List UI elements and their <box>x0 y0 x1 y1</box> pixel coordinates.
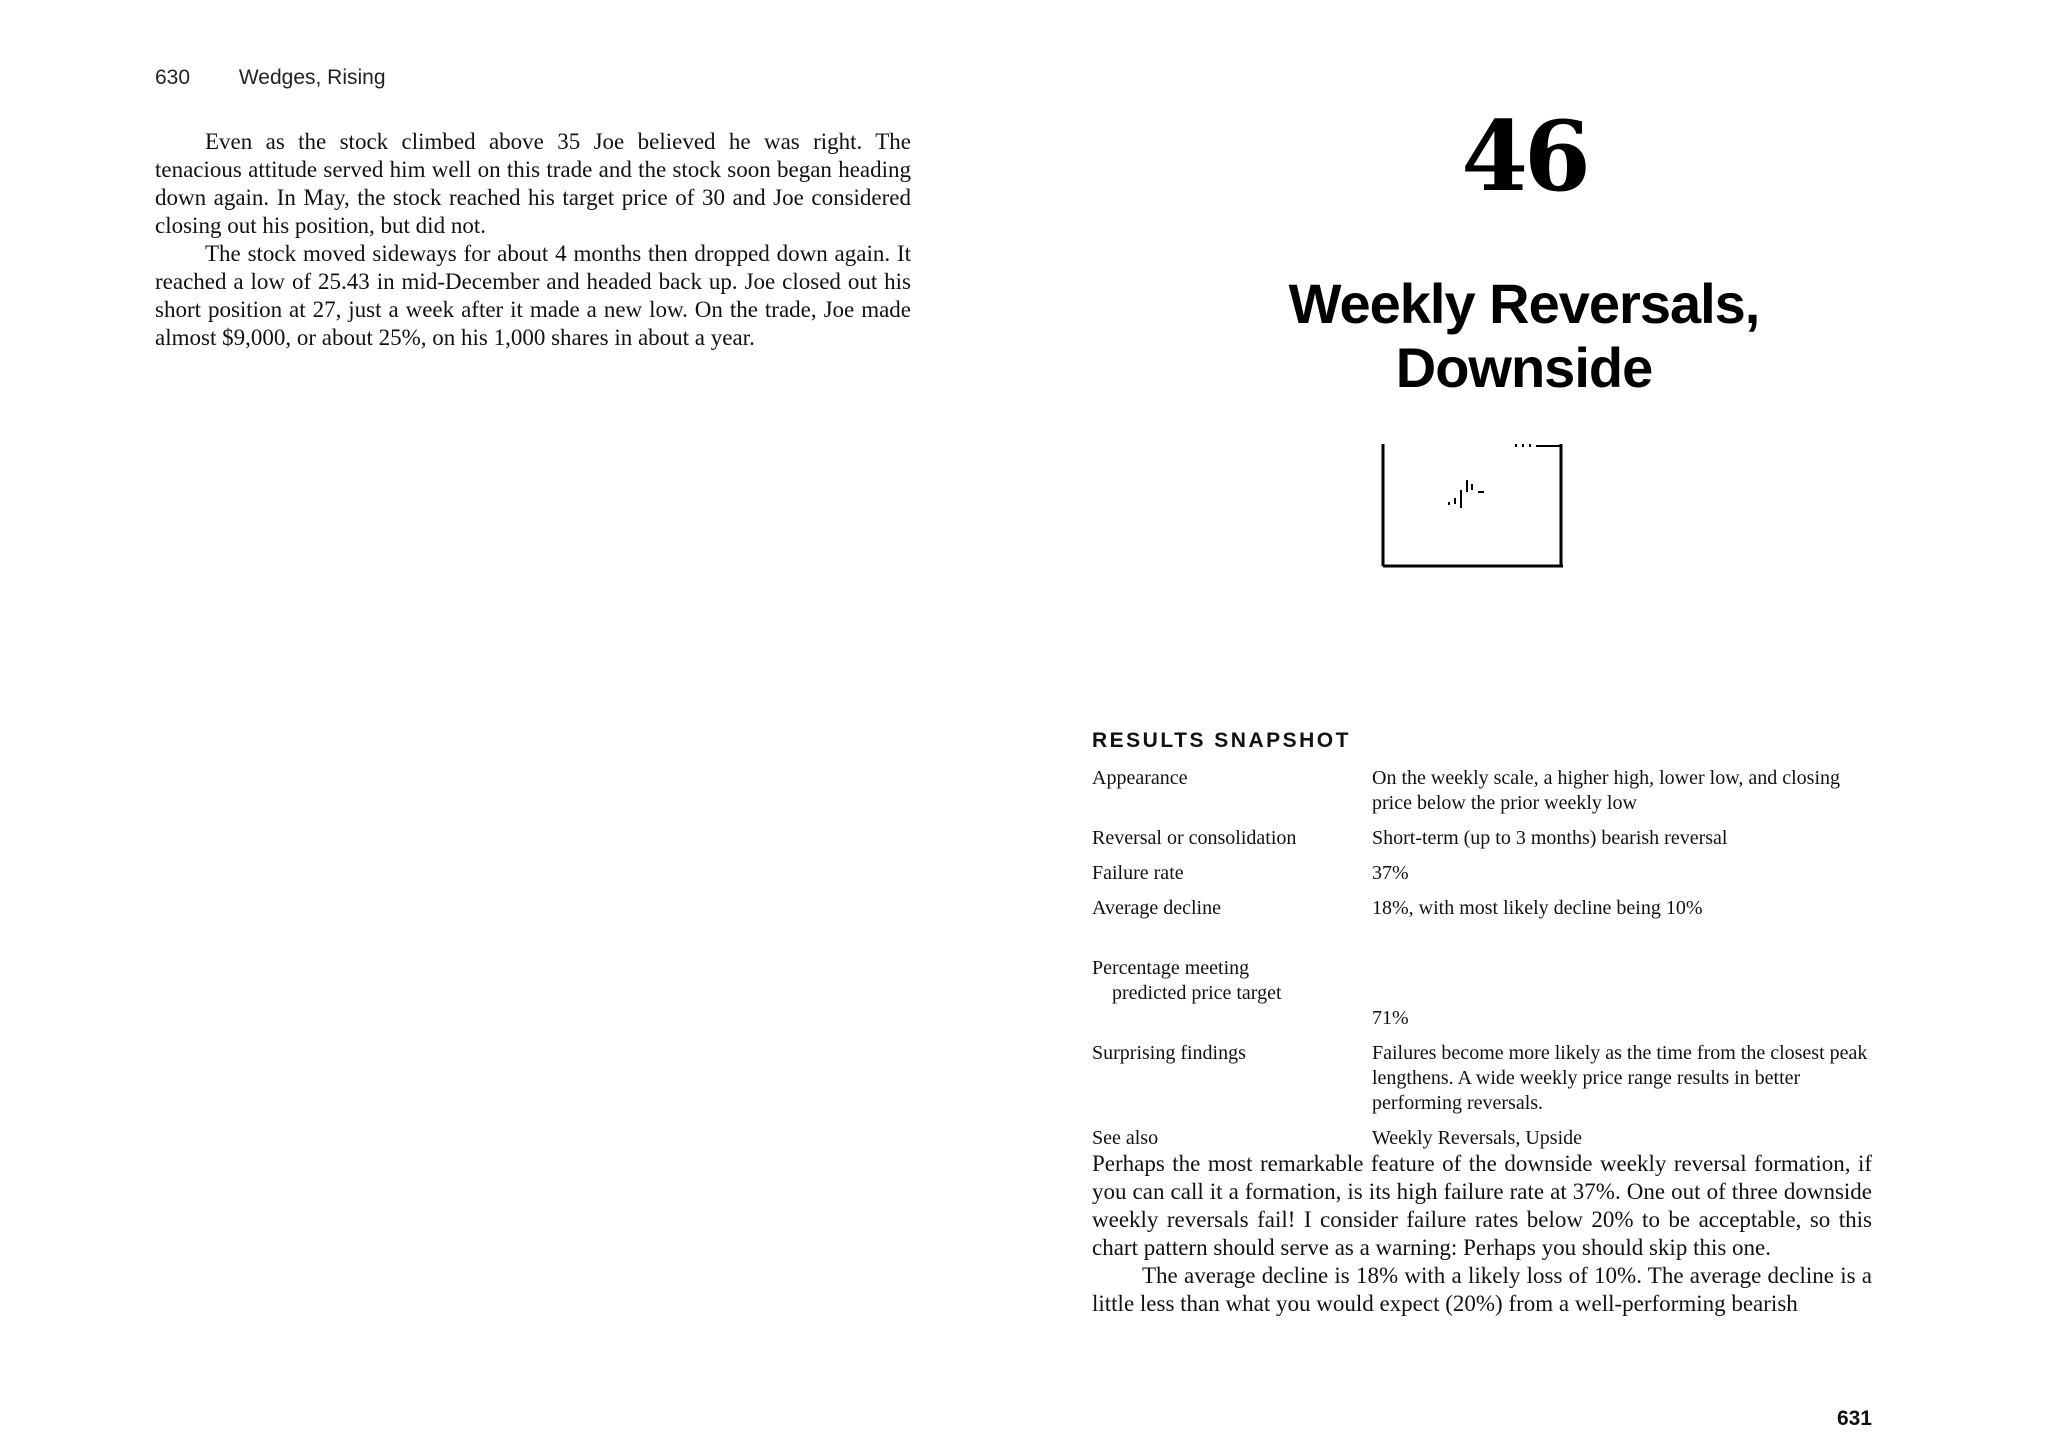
page-number-right: 631 <box>1836 1407 1872 1430</box>
right-page <box>1024 0 2048 1448</box>
right-body-text <box>1092 1150 1872 1318</box>
running-head <box>155 66 386 90</box>
snapshot-label-line2: predicted price target <box>1112 982 1282 1004</box>
results-snapshot-table <box>1092 766 1872 1161</box>
chapter-number: 46 <box>1461 100 1587 213</box>
snapshot-value: 71% <box>1372 1007 1409 1029</box>
snapshot-value: 18%, with most likely decline being 10% <box>1372 897 1703 919</box>
snapshot-label: Average decline <box>1092 897 1221 919</box>
page-number-left: 630 <box>155 66 191 89</box>
snapshot-row <box>1092 766 1872 816</box>
snapshot-value: Short-term (up to 3 months) bearish reversal <box>1372 827 1728 849</box>
snapshot-value: Failures become more likely as the time from the closest peak lengthens. A wide weekly price range results in better performing reversals. <box>1372 1042 1868 1114</box>
snapshot-label: Surprising findings <box>1092 1042 1246 1064</box>
snapshot-row <box>1092 1041 1872 1116</box>
snapshot-value: Weekly Reversals, Upside <box>1372 1127 1582 1149</box>
snapshot-row <box>1092 861 1872 886</box>
running-head-title: Wedges, Rising <box>238 66 386 89</box>
chapter-title-line1: Weekly Reversals, <box>1288 272 1760 335</box>
weekly-reversal-downside-icon <box>1378 440 1568 575</box>
paragraph: The stock moved sideways for about 4 months then dropped down again. It reached a low of 25.43 in mid-December and headed back up. Joe closed out his short position at 27, just a week after it made a new low. On the trade, Joe made almost $9,000, or about 25%, on his 1,000 shares in about a year. <box>155 241 911 350</box>
paragraph: The average decline is 18% with a likely loss of 10%. The average decline is a little less than what you would expect (20%) from a well-performing bearish <box>1092 1263 1872 1316</box>
snapshot-row <box>1092 826 1872 851</box>
paragraph: Perhaps the most remarkable feature of the downside weekly reversal formation, if you can call it a formation, is its high failure rate at 37%. One out of three downside weekly reversals fail! I consider failure rates below 20% to be acceptable, so this chart pattern should serve as a warning: Perhaps you should skip this one. <box>1092 1151 1872 1260</box>
snapshot-label-line1: Percentage meeting <box>1092 957 1250 979</box>
left-body-text <box>155 128 911 352</box>
results-snapshot-heading: RESULTS SNAPSHOT <box>1092 729 1351 752</box>
snapshot-label: Failure rate <box>1092 862 1184 884</box>
snapshot-value: On the weekly scale, a higher high, lower low, and closing price below the prior weekly low <box>1372 767 1841 814</box>
snapshot-row <box>1092 1126 1872 1151</box>
snapshot-label: See also <box>1092 1127 1159 1149</box>
paragraph: Even as the stock climbed above 35 Joe believed he was right. The tenacious attitude served him well on this trade and the stock soon began heading down again. In May, the stock reached his target price of 30 and Joe considered closing out his position, but did not. <box>155 129 911 238</box>
chapter-title-line2: Downside <box>1395 336 1653 399</box>
snapshot-label: Reversal or consolidation <box>1092 827 1297 849</box>
chapter-title <box>1024 272 2024 400</box>
snapshot-value: 37% <box>1372 862 1409 884</box>
snapshot-row <box>1092 931 1872 1031</box>
snapshot-label: Appearance <box>1092 767 1188 789</box>
snapshot-label <box>1092 931 1372 1031</box>
snapshot-row <box>1092 896 1872 921</box>
